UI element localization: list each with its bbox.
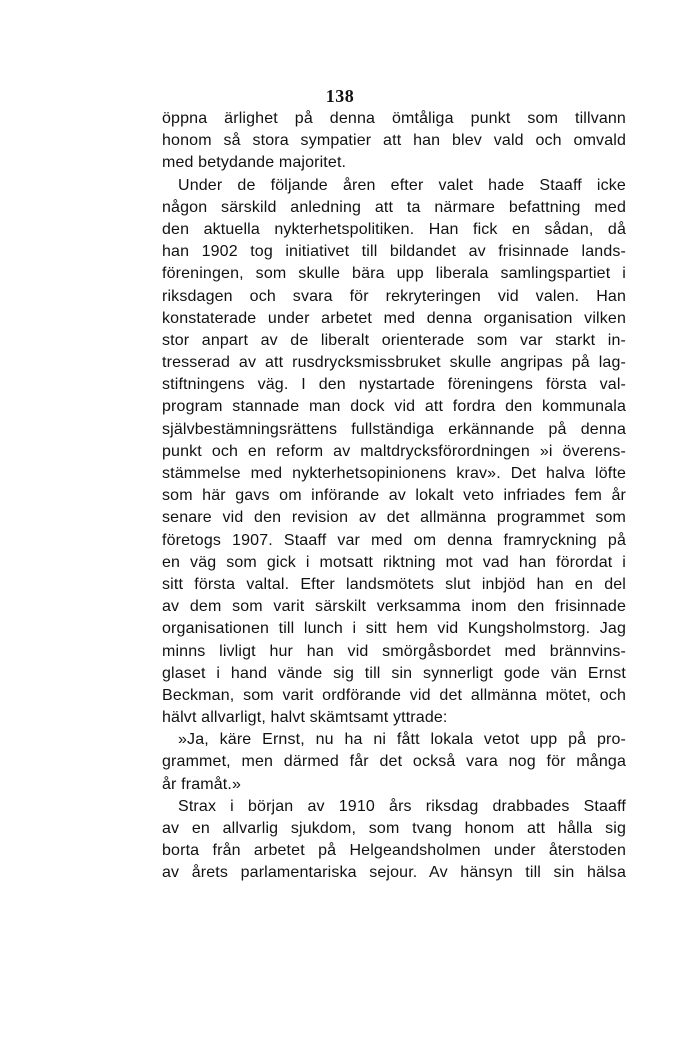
text-line: program stannade man dock vid att fordra den kommunala (162, 398, 626, 416)
page-number: 138 (325, 86, 355, 106)
text-line: riksdagen och svara för rekryteringen vid valen. Han (162, 287, 626, 305)
body-text (162, 108, 626, 885)
text-line: konstaterade under arbetet med denna organisation vilken (162, 309, 626, 327)
paragraph (162, 729, 626, 796)
text-line: organisationen till lunch i sitt hem vid Kungsholmstorg. Jag (162, 620, 626, 638)
text-line: den aktuella nykterhetspolitiken. Han fick en sådan, då (162, 220, 626, 238)
paragraph (162, 108, 626, 175)
text-line: minns livligt hur han vid smörgåsbordet med brännvins- (162, 642, 626, 660)
text-line: tresserad av att rusdrycksmissbruket skulle angripas på lag- (162, 354, 626, 372)
text-line: föreningen, som skulle bära upp liberala samlingspartiet i (162, 265, 626, 283)
text-line: stor anpart av de liberalt orienterade som var starkt in- (162, 331, 626, 349)
text-line: glaset i hand vände sig till sin synnerligt gode vän Ernst (162, 664, 626, 682)
text-line: grammet, men därmed får det också vara nog för många (162, 753, 626, 771)
text-line: en väg som gick i motsatt riktning mot vad han förordat i (162, 553, 626, 571)
text-line: Beckman, som varit ordförande vid det allmänna mötet, och (162, 686, 626, 704)
text-line: som här gavs om införande av lokalt veto infriades fem år (162, 487, 626, 505)
paragraph (162, 175, 626, 730)
text-line: sitt första valtal. Efter landsmötets slut inbjöd han en del (162, 575, 626, 593)
text-line: företogs 1907. Staaff var med om denna framryckning på (162, 531, 626, 549)
text-line: av en allvarlig sjukdom, som tvang honom att hålla sig (162, 820, 626, 837)
text-line: år framåt.» (162, 775, 242, 793)
text-line: »Ja, käre Ernst, nu ha ni fått lokala vetot upp på pro- (178, 731, 626, 749)
text-line: med betydande majoritet. (162, 154, 347, 172)
text-line: punkt och en reform av maltdrycksförordningen »i överens- (162, 442, 626, 460)
text-line: senare vid den revision av det allmänna programmet som (162, 509, 626, 527)
text-line: stämmelse med nykterhetsopinionens krav». Det halva löfte (162, 465, 626, 482)
paragraph (162, 796, 626, 885)
text-line: stiftningens väg. I den nystartade föreningens första val- (162, 376, 626, 394)
text-line: hälvt allvarligt, halvt skämtsamt yttrade: (162, 709, 448, 727)
text-line: öppna ärlighet på denna ömtåliga punkt som tillvann (162, 110, 626, 127)
text-line: han 1902 tog initiativet till bildandet av frisinnade lands- (162, 243, 626, 261)
text-line: någon särskild anledning att ta närmare befattning med (162, 198, 626, 216)
text-line: av dem som varit särskilt verksamma inom den frisinnade (162, 598, 626, 616)
text-line: självbestämningsrättens fullständiga erkännande på denna (162, 420, 626, 438)
text-line: honom så stora sympatier att han blev vald och omvald (162, 132, 626, 150)
text-line: Under de följande åren efter valet hade Staaff icke (178, 176, 626, 194)
text-line: Strax i början av 1910 års riksdag drabbades Staaff (178, 797, 626, 815)
text-line: borta från arbetet på Helgeandsholmen under återstoden (162, 842, 626, 860)
text-line: av årets parlamentariska sejour. Av hänsyn till sin hälsa (162, 864, 626, 882)
